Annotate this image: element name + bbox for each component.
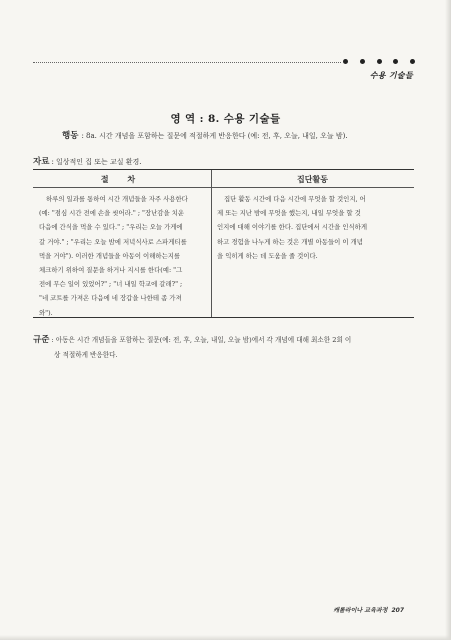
- group-activity-line: 인지에 대해 이야기를 한다. 집단에서 시간을 인식하게: [217, 223, 368, 232]
- materials-line: [33, 155, 142, 167]
- group-activity-line: 제 또는 지난 밤에 무엇을 했는지, 내일 무엇을 할 것: [217, 209, 361, 218]
- materials-label: 자료: [33, 157, 50, 167]
- procedure-line: (예: "점심 시간 전에 손을 씻어라." ; "장난감을 치운: [39, 209, 185, 218]
- page-number: 207: [391, 607, 404, 614]
- dot-icon: [377, 59, 382, 64]
- dot-icon: [410, 59, 415, 64]
- header-dotted-rule: [33, 62, 341, 63]
- procedure-line: 다음에 간식을 먹을 수 있다." ; "우리는 오늘 가게에: [39, 223, 183, 232]
- header-dot-ornament: [343, 56, 415, 66]
- behavior-line: [62, 129, 422, 141]
- footer-series-title: 캐롤라이나 교육과정: [333, 607, 388, 614]
- group-activity-line: 을 익히게 하는 데 도움을 줄 것이다.: [217, 251, 318, 260]
- materials-text: : 일상적인 집 또는 교실 환경.: [51, 158, 142, 166]
- dot-icon: [360, 59, 365, 64]
- behavior-label: 행동: [62, 131, 79, 141]
- dot-icon: [343, 59, 348, 64]
- criteria-label: 규준: [33, 335, 50, 345]
- area-title: 영 역 : 8. 수용 기술들: [170, 113, 281, 125]
- procedure-line: 하루의 일과를 통하여 시간 개념들을 자주 사용한다: [46, 195, 188, 203]
- dot-icon: [393, 59, 398, 64]
- criteria-text: : 아동은 시간 개념들을 포함하는 질문(예: 전, 후, 오늘, 내일, 오늘 밤)에서 각 개념에 대해 최소한 2회 이: [51, 336, 352, 344]
- procedure-header: 절 차: [33, 170, 211, 188]
- section-tag: 수용 기술들: [369, 71, 413, 80]
- criteria-line: [33, 333, 418, 348]
- behavior-text: : 8a. 시간 개념을 포함하는 질문에 적절하게 반응한다 (예: 전, 후, 오늘, 내일, 오늘 밤).: [81, 132, 348, 140]
- group-activity-header: 집단활동: [211, 170, 414, 188]
- procedure-line: 체크하기 위하여 질문을 하거나 지시를 한다(예: "그: [39, 266, 183, 275]
- criteria-line: 상 적절하게 반응한다.: [54, 350, 118, 359]
- activity-table: [33, 169, 414, 318]
- procedure-line: 와").: [39, 308, 53, 317]
- column-divider: [211, 170, 212, 317]
- page-edge-shadow: [0, 635, 451, 640]
- procedure-cell: [39, 192, 207, 320]
- criteria-block: [33, 333, 418, 362]
- group-activity-cell: [217, 192, 409, 263]
- page-edge-shadow: [445, 0, 451, 640]
- procedure-line: 갈 거야." ; "우리는 오늘 밤에 저녁식사로 스파게티를: [39, 237, 187, 246]
- procedure-line: 전에 무슨 일이 있었어?" ; "너 내일 학교에 갈래?" ;: [39, 280, 183, 289]
- procedure-line: 먹을 거야"). 이러한 개념들을 아동이 이해하는지를: [39, 251, 181, 260]
- group-activity-line: 하고 경험을 나누게 하는 것은 개별 아동들이 이 개념: [217, 237, 363, 246]
- page-footer: [333, 605, 404, 614]
- group-activity-line: 집단 활동 시간에 다음 시간에 무엇을 할 것인지, 어: [224, 195, 366, 203]
- procedure-line: "네 코트를 가져온 다음에 네 장갑을 나한테 좀 가져: [39, 294, 182, 303]
